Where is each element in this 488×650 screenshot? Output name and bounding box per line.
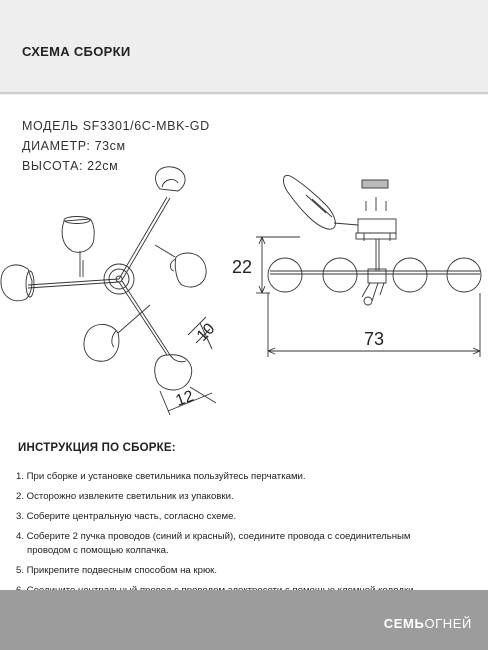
dim-height: 22 (232, 257, 253, 277)
dim-shade-width: 12 (173, 387, 197, 410)
instructions-title: ИНСТРУКЦИЯ ПО СБОРКЕ: (18, 442, 176, 454)
list-item: 1. При сборке и установке светильника пользуйтесь перчатками. (16, 471, 306, 482)
shade-bottom-right (155, 355, 192, 390)
shade-left (1, 265, 34, 301)
list-item: 3. Соберите центральную часть, согласно схеме. (16, 511, 237, 522)
diameter-label: ДИАМЕТР: 73см (22, 139, 126, 153)
page-title: СХЕМА СБОРКИ (22, 44, 131, 59)
top-view (1, 167, 216, 415)
height-label: ВЫСОТА: 22см (22, 159, 119, 173)
instructions-list (16, 470, 484, 604)
list-item: 4. Соберите 2 пучка проводов (синий и красный), соедините провода с соединительным проводом с помощью колпачка. (16, 531, 411, 556)
shade-right (170, 253, 206, 287)
shade-left-upper (62, 217, 94, 261)
dim-diameter: 73 (364, 329, 385, 349)
list-item: 2. Осторожно извлеките светильник из упаковки. (16, 491, 234, 502)
dim-shade-height: 10 (193, 320, 219, 345)
footer-band (0, 590, 488, 650)
shade-top (156, 167, 186, 191)
assembly-drawing (0, 165, 488, 440)
model-label: МОДЕЛЬ SF3301/6C-MBK-GD (22, 119, 210, 133)
header-divider (0, 92, 488, 94)
mounting-bracket-detail (283, 175, 396, 241)
shade-bottom-left (84, 324, 119, 361)
header-band (0, 0, 488, 95)
brand-logo: СЕМЬОГНЕЙ (383, 616, 472, 631)
list-item: 5. Прикрепите подвесным способом на крюк. (16, 565, 218, 576)
